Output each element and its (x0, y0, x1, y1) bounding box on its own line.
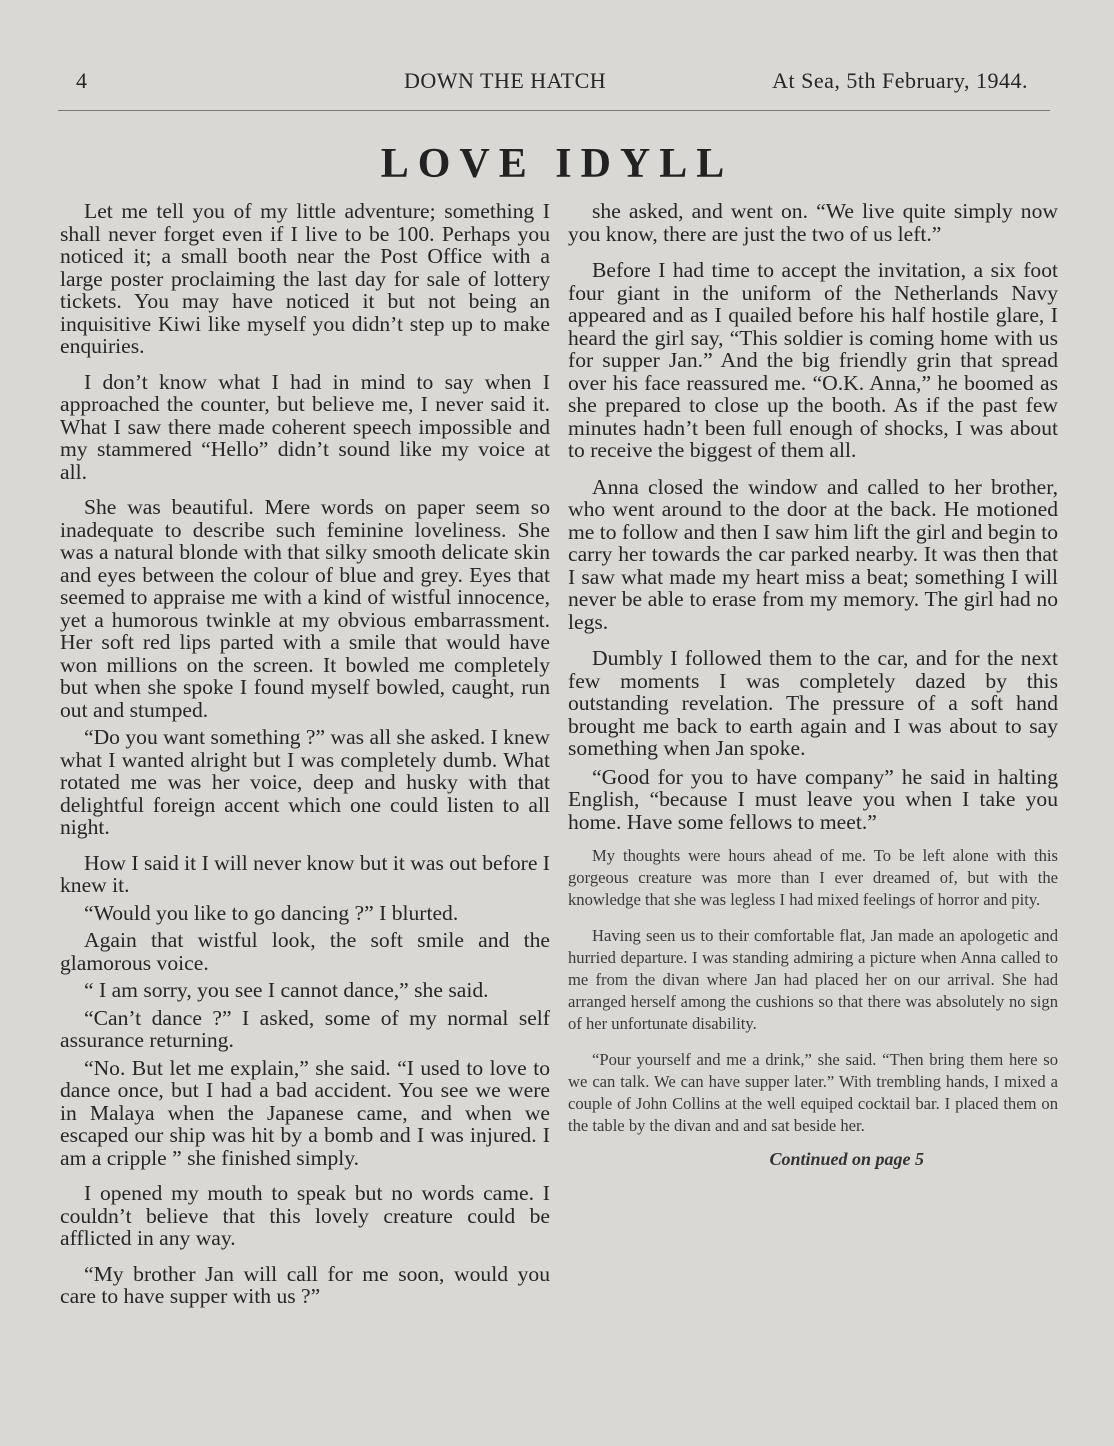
paragraph: Before I had time to accept the invitation, a six foot four giant in the uniform of the Netherlands Navy appeared and as I quailed before his half hostile glare, I heard the girl say, “This soldier is coming home with us for supper Jan.” And the big friendly grin that spread over his face reassured me. “O.K. Anna,” he boomed as she prepared to close up the booth. As if the past few minutes hadn’t been full enough of shocks, I was about to receive the biggest of them all. (568, 258, 1058, 462)
right-column-small-type (568, 845, 1058, 1137)
paragraph: How I said it I will never know but it was out before I knew it. (60, 850, 550, 897)
paragraph: “No. But let me explain,” she said. “I used to love to dance once, but I had a bad accident. You see we were in Malaya when the Japanese came, and when we escaped our ship was hit by a bomb and I was injured. I am a cripple ” she finished simply. (60, 1055, 550, 1170)
page-number: 4 (76, 68, 88, 93)
paragraph: she asked, and went on. “We live quite simply now you know, there are just the two of us left.” (568, 199, 1058, 246)
article-headline: LOVE IDYLL (380, 141, 734, 187)
paragraph: “Good for you to have company” he said in halting English, “because I must leave you when I take you home. Have some fellows to meet.” (568, 764, 1058, 834)
paragraph: I don’t know what I had in mind to say when I approached the counter, but believe me, I never said it. What I saw there made coherent speech impossible and my stammered “Hello” didn’t sound like my voice at all. (60, 369, 550, 484)
paragraph: I opened my mouth to speak but no words came. I couldn’t believe that this lovely creature could be afflicted in any way. (60, 1181, 550, 1250)
paragraph: “My brother Jan will call for me soon, would you care to have supper with us ?” (60, 1261, 550, 1308)
paragraph: “Do you want something ?” was all she asked. I knew what I wanted alright but I was completely dumb. What rotated me was her voice, deep and husky with that delightful foreign accent which one could listen to all night. (60, 725, 550, 839)
paragraph: “Can’t dance ?” I asked, some of my normal self assurance returning. (60, 1005, 550, 1052)
paragraph: She was beautiful. Mere words on paper seem so inadequate to describe such feminine loveliness. She was a natural blonde with that silky smooth delicate skin and eyes between the colour of blue and grey. Eyes that seemed to appraise me with a kind of wistful innocence, yet a humorous twinkle at my obvious embarrassment. Her soft red lips parted with a smile that would have won millions on the screen. It bowled me completely but when she spoke I found myself bowled, caught, run out and stumped. (60, 495, 550, 722)
paragraph: “Pour yourself and me a drink,” she said. “Then bring them here so we can talk. We can have supper later.” With trembling hands, I mixed a couple of John Collins at the well equiped cocktail bar. I placed them on the table by the divan and and sat beside her. (568, 1050, 1058, 1135)
right-column (568, 200, 1058, 1170)
paragraph: Let me tell you of my little adventure; something I shall never forget even if I live to be 100. Perhaps you noticed it; a small booth near the Post Office with a large poster proclaiming the last day for sale of lottery tickets. You may have noticed it but not being an inquisitive Kiwi like myself you didn’t step up to make enquiries. (60, 199, 550, 358)
paragraph: My thoughts were hours ahead of me. To be left alone with this gorgeous creature was more than I ever dreamed of, but with the knowledge that she was legless I had mixed feelings of horror and pity. (568, 846, 1058, 909)
paragraph: Having seen us to their comfortable flat, Jan made an apologetic and hurried departure. I was standing admiring a picture when Anna called to me from the divan where Jan had placed her on our arrival. She had arranged herself among the cushions so that there was absolutely no sign of her unfortunate disability. (568, 926, 1058, 1033)
paragraph: Dumbly I followed them to the car, and for the next few moments I was completely dazed by this outstanding revelation. The pressure of a soft hand brought me back to earth again and I was about to say something when Jan spoke. (568, 646, 1058, 760)
dateline: At Sea, 5th February, 1944. (772, 68, 1028, 93)
left-column (60, 200, 550, 1308)
paragraph: “Would you like to go dancing ?” I blurted. (84, 900, 459, 925)
right-column-main (568, 200, 1058, 833)
continued-note: Continued on page 5 (769, 1149, 924, 1169)
paragraph: “ I am sorry, you see I cannot dance,” she said. (84, 978, 489, 1002)
page-header (58, 68, 1050, 102)
paragraph: Anna closed the window and called to her brother, who went around to the door at the back. He motioned me to follow and then I saw him lift the girl and begin to carry her towards the car parked nearby. It was then that I saw what made my heart miss a beat; something I will never be able to erase from my memory. The girl had no legs. (568, 474, 1058, 634)
paragraph: Again that wistful look, the soft smile and the glamorous voice. (60, 928, 550, 975)
publication-title: DOWN THE HATCH (404, 68, 607, 93)
header-rule (58, 110, 1050, 111)
